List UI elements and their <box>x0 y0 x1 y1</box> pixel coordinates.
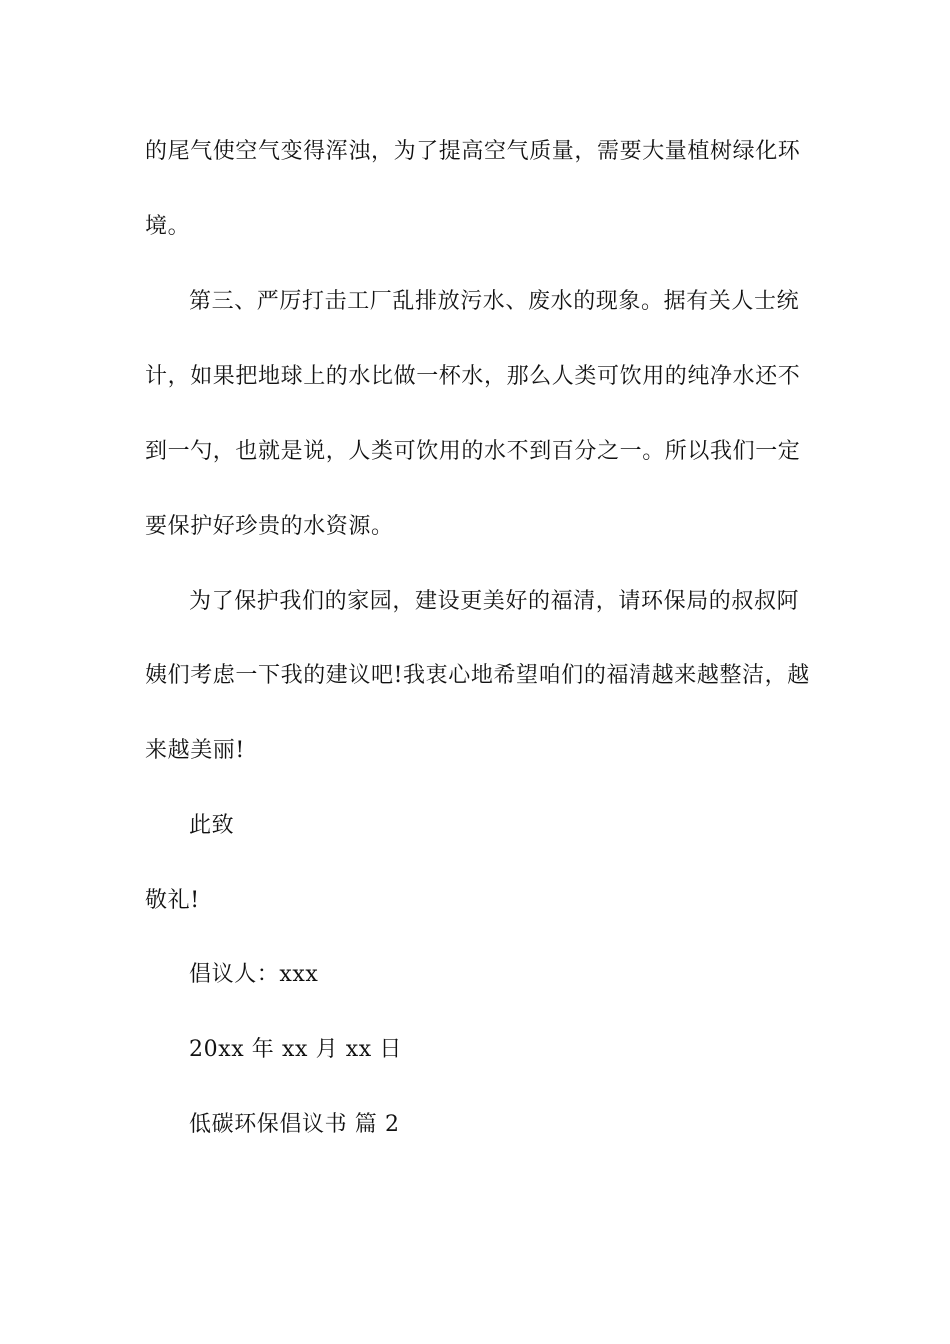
body-text-line: 要保护好珍贵的水资源。 <box>145 514 394 539</box>
closing-salutation: 此致 <box>189 813 235 838</box>
date-line: 20xx 年 xx 月 xx 日 <box>189 1037 403 1062</box>
closing-regards: 敬礼! <box>145 888 200 913</box>
body-text-line: 到一勺，也就是说，人类可饮用的水不到百分之一。所以我们一定 <box>145 439 801 464</box>
body-text-line: 来越美丽! <box>145 738 245 763</box>
paragraph-start-line: 为了保护我们的家园，建设更美好的福清，请环保局的叔叔阿 <box>189 589 800 614</box>
body-text-line: 姨们考虑一下我的建议吧!我衷心地希望咱们的福清越来越整洁，越 <box>145 663 810 688</box>
body-text-line: 的尾气使空气变得浑浊，为了提高空气质量，需要大量植树绿化环 <box>145 139 801 164</box>
body-text-line: 境。 <box>145 214 191 239</box>
signature-line: 倡议人：xxx <box>189 962 319 987</box>
paragraph-start-line: 第三、严厉打击工厂乱排放污水、废水的现象。据有关人士统 <box>189 289 800 314</box>
section-heading: 低碳环保倡议书 篇 2 <box>189 1112 400 1137</box>
body-text-line: 计，如果把地球上的水比做一杯水，那么人类可饮用的纯净水还不 <box>145 364 801 389</box>
